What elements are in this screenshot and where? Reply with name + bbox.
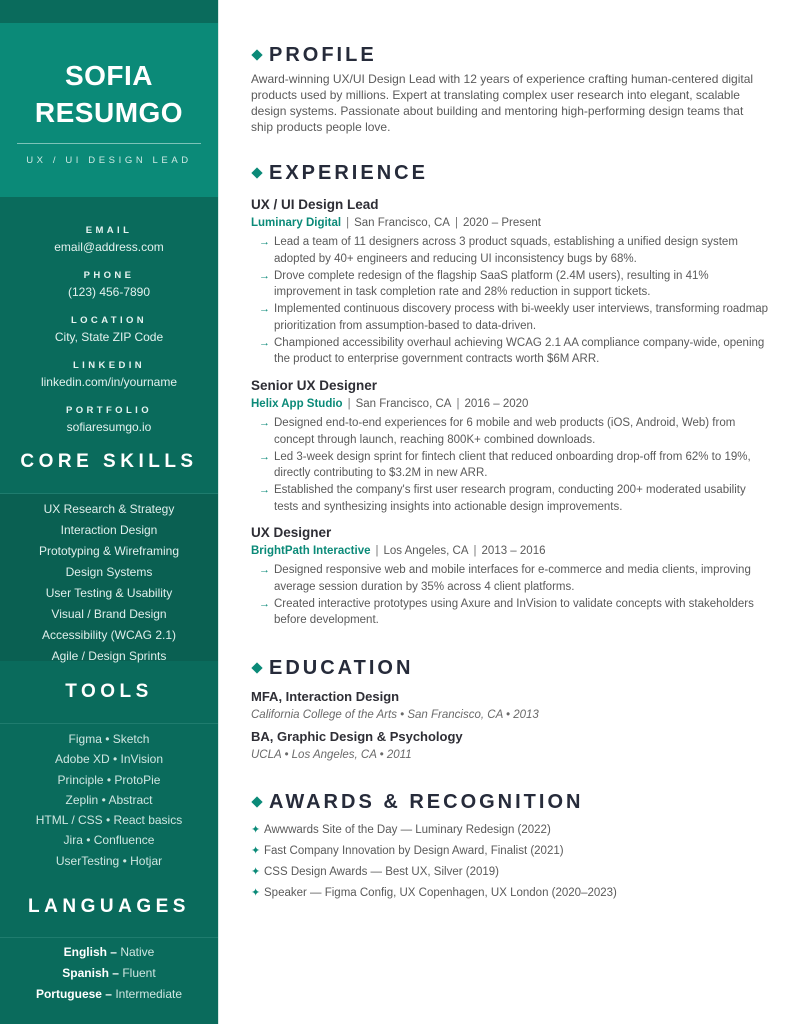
bullet-text: Established the company's first user research program, conducting 200+ moderated usability tests and synthesizing insights into actionable design improvements. [274, 484, 746, 513]
tool-item: HTML / CSS • React basics [35, 813, 183, 828]
arrow-right-icon: → [259, 236, 270, 248]
contact-portfolio [0, 405, 218, 435]
award-item [251, 883, 617, 904]
job-entry [251, 524, 771, 629]
degree: MFA, Interaction Design [251, 689, 400, 704]
sidebar [0, 0, 219, 1024]
job-meta [251, 543, 771, 560]
award-text: Awwwards Site of the Day — Luminary Redesign (2022) [264, 824, 551, 836]
bullet-item [251, 335, 771, 368]
skills-list [0, 494, 218, 661]
diamond-icon [251, 796, 262, 807]
bullet-item [251, 415, 771, 448]
bullet-item [251, 268, 771, 301]
skill-item: User Testing & Usability [45, 586, 173, 600]
diamond-icon [251, 662, 262, 673]
language-item [0, 963, 218, 984]
skill-item: Agile / Design Sprints [51, 649, 167, 663]
awards-heading [251, 789, 583, 815]
degree: BA, Graphic Design & Psychology [251, 729, 463, 744]
job-location: Los Angeles, CA [383, 545, 469, 557]
languages-heading-block [0, 871, 218, 937]
contact-label: LINKEDIN [72, 360, 146, 371]
tools-heading-block [0, 661, 218, 723]
separator: | [454, 217, 458, 229]
bullet-text: Created interactive prototypes using Axure and InVision to validate concepts with stakeholders before development. [274, 597, 754, 626]
job-location: San Francisco, CA [354, 217, 450, 229]
contact-linkedin [0, 360, 218, 390]
language-level: Native [120, 945, 155, 960]
section-title-text: PROFILE [269, 44, 377, 66]
language-name: English – [63, 945, 117, 960]
contact-label: EMAIL [85, 225, 133, 236]
arrow-right-icon: → [259, 597, 270, 610]
linkedin-link[interactable]: linkedin.com/in/yourname [40, 375, 178, 389]
tool-item: Jira • Confluence [63, 833, 155, 848]
award-item [251, 841, 617, 862]
job-bullets [251, 234, 771, 368]
star-icon: ✦ [251, 845, 261, 857]
bullet-item [251, 482, 771, 515]
tool-item: Adobe XD • InVision [54, 752, 164, 767]
job-location: San Francisco, CA [355, 398, 452, 410]
contact-label: LOCATION [70, 315, 148, 326]
languages-list [0, 938, 218, 1005]
language-name: Spanish – [62, 966, 119, 981]
company-name: Helix App Studio [251, 398, 343, 410]
language-level: Fluent [122, 966, 156, 981]
award-item [251, 862, 617, 883]
separator: | [473, 545, 477, 557]
name-divider [17, 143, 201, 144]
skill-item: Interaction Design [60, 523, 158, 537]
school-detail: California College of the Arts • San Francisco, CA • 2013 [251, 709, 539, 721]
awards-list [251, 820, 617, 904]
skill-item: Visual / Brand Design [51, 607, 167, 621]
skill-item: UX Research & Strategy [43, 502, 175, 516]
separator: | [347, 398, 351, 410]
bullet-text: Lead a team of 11 designers across 3 product squads, establishing a unified design system adopted by 40+ engineers and reducing UI inconsistency bugs by 68%. [274, 236, 738, 265]
star-icon: ✦ [251, 866, 261, 878]
experience-heading [251, 160, 428, 186]
language-item [0, 942, 218, 963]
tool-item: UserTesting • Hotjar [55, 853, 163, 868]
job-role: UX / UI DESIGN LEAD [26, 155, 192, 166]
arrow-right-icon: → [259, 564, 270, 576]
award-text: Fast Company Innovation by Design Award, Finalist (2021) [264, 845, 564, 857]
company-name: Luminary Digital [251, 217, 342, 229]
contact-section [0, 197, 218, 435]
bullet-item [251, 562, 771, 595]
diamond-icon [251, 49, 262, 60]
contact-label: PORTFOLIO [65, 405, 152, 416]
language-level: Intermediate [115, 987, 183, 1002]
contact-label: PHONE [83, 270, 135, 281]
job-title: Senior UX Designer [251, 378, 378, 393]
job-title: UX Designer [251, 525, 332, 540]
bullet-text: Designed responsive web and mobile interfaces for e-commerce and media clients, improving average session duration by 35% across 4 client platforms. [274, 564, 751, 593]
award-text: Speaker — Figma Config, UX Copenhagen, UX London (2020–2023) [264, 887, 617, 899]
tools-list [0, 724, 218, 871]
job-title: UX / UI Design Lead [251, 197, 379, 212]
skill-item: Design Systems [65, 565, 153, 579]
email-value[interactable]: email@address.com [54, 240, 164, 254]
language-item [0, 984, 218, 1005]
bullet-item [251, 301, 771, 334]
separator: | [346, 217, 350, 229]
job-dates: 2016 – 2020 [464, 398, 529, 410]
job-entry [251, 377, 771, 516]
tool-item: Figma • Sketch [68, 732, 150, 746]
arrow-right-icon: → [259, 417, 270, 429]
profile-summary: Award-winning UX/UI Design Lead with 12 years of experience crafting human-centered digital products used by millions. Expert at translating complex user research into elegant, scalable design systems. Passionate about building and mentoring high-performing design teams that ship products people love. [251, 72, 754, 134]
location-value: City, State ZIP Code [54, 330, 164, 344]
star-icon: ✦ [251, 887, 261, 899]
separator: | [375, 545, 379, 557]
bullet-text: Implemented continuous discovery process with bi-weekly user interviews, transforming roadmap prioritization from assumption-based to data-driven. [274, 303, 769, 332]
arrow-right-icon: → [259, 303, 270, 315]
tool-item: Zeplin • Abstract [65, 792, 153, 807]
job-dates: 2020 – Present [462, 217, 541, 229]
bullet-text: Drove complete redesign of the flagship SaaS platform (2.4M users), resulting in 41% improvement in task completion rate and 28% reduction in support tickets. [274, 269, 709, 298]
education-heading [251, 655, 413, 681]
contact-email [0, 225, 218, 255]
job-dates: 2013 – 2016 [481, 545, 546, 557]
contact-phone [0, 270, 218, 300]
name-header [0, 23, 218, 197]
skills-heading-block [0, 450, 218, 493]
contact-location [0, 315, 218, 345]
phone-value: (123) 456-7890 [67, 285, 151, 299]
company-name: BrightPath Interactive [251, 545, 371, 557]
section-title-text: EXPERIENCE [269, 162, 428, 184]
tools-heading: TOOLS [65, 681, 153, 702]
tool-item: Principle • ProtoPie [57, 772, 161, 787]
language-name: Portuguese – [35, 987, 112, 1002]
bullet-text: Designed end-to-end experiences for 6 mobile and web products (iOS, Android, Web) from concept through launch, reaching 800K+ combined downloads. [274, 417, 736, 446]
section-title-text: AWARDS & RECOGNITION [269, 791, 584, 813]
education-entry [251, 688, 771, 724]
bullet-text: Led 3-week design sprint for fintech client that reduced onboarding drop-off from 62% to 19%, directly contributing to $3.2M in new ARR. [274, 450, 751, 479]
bullet-item [251, 596, 771, 629]
bullet-item [251, 449, 771, 482]
bullet-text: Championed accessibility overhaul achieving WCAG 2.1 AA compliance company-wide, opening the product to enterprise government contracts worth $6M ARR. [274, 336, 765, 365]
name-first: SOFIA [64, 60, 154, 91]
education-entry [251, 728, 771, 764]
name-last: RESUMGO [34, 97, 184, 128]
skill-item: Accessibility (WCAG 2.1) [41, 628, 177, 642]
arrow-right-icon: → [259, 484, 270, 496]
job-meta [251, 396, 771, 413]
star-icon: ✦ [251, 824, 261, 836]
job-bullets [251, 415, 771, 515]
arrow-right-icon: → [259, 269, 270, 282]
portfolio-link[interactable]: sofiaresumgo.io [66, 420, 152, 434]
skill-item: Prototyping & Wireframing [38, 544, 180, 558]
award-item [251, 820, 617, 841]
award-text: CSS Design Awards — Best UX, Silver (2019) [264, 866, 499, 878]
bullet-item [251, 234, 771, 267]
job-entry [251, 196, 771, 368]
languages-heading: LANGUAGES [28, 896, 190, 918]
section-title-text: EDUCATION [269, 657, 414, 679]
arrow-right-icon: → [259, 450, 270, 463]
skills-heading: CORE SKILLS [20, 451, 198, 472]
job-meta [251, 215, 771, 232]
school-detail: UCLA • Los Angeles, CA • 2011 [251, 749, 412, 761]
profile-heading [251, 42, 377, 68]
job-bullets [251, 562, 771, 629]
sidebar-top-band [0, 0, 218, 23]
arrow-right-icon: → [259, 336, 270, 349]
diamond-icon [251, 167, 262, 178]
separator: | [456, 398, 460, 410]
